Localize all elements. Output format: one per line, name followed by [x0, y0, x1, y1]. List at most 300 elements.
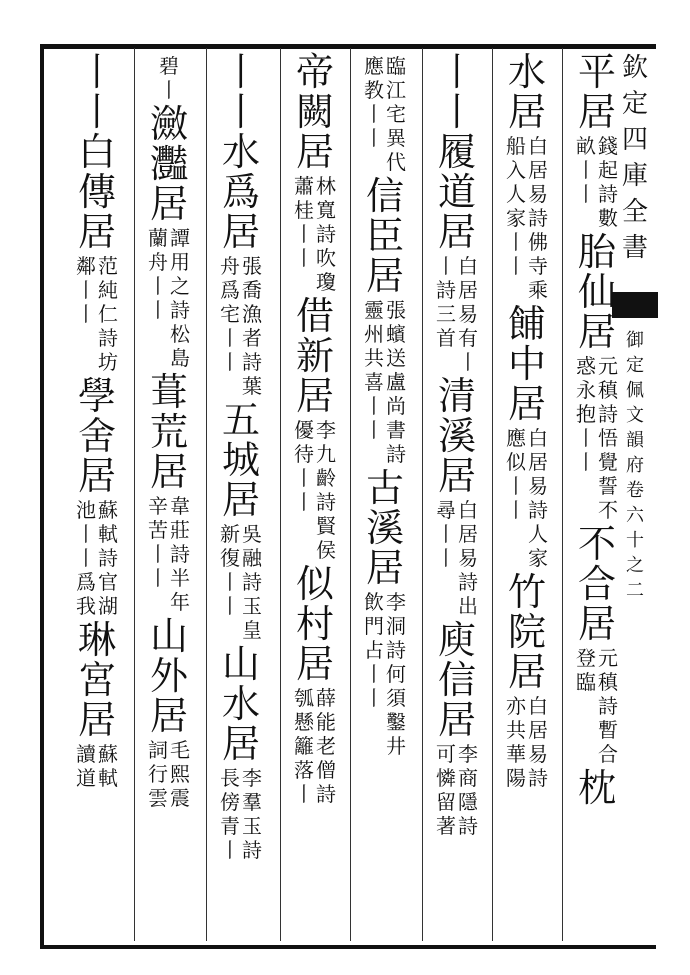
headword-char: 居	[365, 546, 404, 590]
annotation-char: 丨	[364, 394, 384, 418]
annotation-char: 詩	[598, 402, 618, 426]
headword-char: 丨	[221, 90, 260, 134]
headword	[286, 564, 344, 684]
annotation-line	[242, 522, 262, 642]
headword	[68, 52, 126, 132]
annotation-char: 白	[528, 694, 548, 718]
annotation-char: 丨	[294, 466, 314, 490]
annotation-char: 落	[294, 758, 314, 782]
annotation-char: 隱	[458, 790, 478, 814]
annotation-char: 詩	[98, 326, 118, 350]
annotation-char: 詩	[170, 298, 190, 322]
annotation-char: 元	[598, 646, 618, 670]
headword-char: 丨	[437, 90, 476, 134]
annotation-char: 軾	[98, 766, 118, 790]
annotation-char: 白	[528, 134, 548, 158]
annotation-line	[576, 354, 596, 522]
headword-char: 居	[507, 382, 546, 426]
headword	[428, 376, 486, 496]
headword-char: 居	[77, 454, 116, 498]
annotation-char: 井	[386, 734, 406, 758]
annotation-char: 人	[528, 522, 548, 546]
annotation-char: 籬	[294, 734, 314, 758]
annotation-char: 何	[386, 662, 406, 686]
annotation-char: 異	[386, 126, 406, 150]
annotation-char: 待	[294, 442, 314, 466]
annotation-char: 鄰	[76, 254, 96, 278]
annotation-char: 居	[528, 450, 548, 474]
headword-char: 平	[577, 50, 616, 94]
headword	[286, 52, 344, 172]
annotation-char: 白	[458, 498, 478, 522]
headword-char: 胎	[577, 230, 616, 274]
annotation	[498, 694, 556, 790]
annotation-char: 仁	[98, 302, 118, 326]
headword-char: 水	[221, 682, 260, 726]
headword-char: 居	[437, 698, 476, 742]
annotation-char: 丨	[364, 102, 384, 126]
headword	[140, 372, 198, 492]
annotation-char: 丨	[148, 566, 168, 590]
annotation-char: 丨	[436, 546, 456, 570]
annotation-line	[148, 738, 168, 810]
headword	[498, 52, 556, 132]
headword-char: 傳	[77, 170, 116, 214]
annotation-char: 舟	[148, 250, 168, 274]
annotation-line	[364, 298, 384, 466]
annotation-char: 老	[316, 734, 336, 758]
annotation-char: 丨	[364, 126, 384, 150]
annotation-char: 新	[220, 522, 240, 546]
headword	[286, 296, 344, 416]
headword	[356, 176, 414, 296]
headword-char: 瀲	[149, 102, 188, 146]
annotation-line	[170, 226, 190, 370]
annotation-char: 半	[170, 566, 190, 590]
annotation-char: 碧	[159, 54, 179, 78]
headword-char: 葺	[149, 370, 188, 414]
annotation-char: 蕭	[294, 174, 314, 198]
annotation	[140, 494, 198, 614]
annotation-char: 融	[242, 546, 262, 570]
annotation-char: 丨	[364, 418, 384, 442]
annotation	[68, 498, 126, 618]
annotation-char: 易	[528, 742, 548, 766]
annotation-char: 松	[170, 322, 190, 346]
annotation-char: 詩	[386, 442, 406, 466]
annotation-char: 張	[242, 254, 262, 278]
annotation-line	[170, 738, 190, 810]
annotation-char: 居	[528, 158, 548, 182]
annotation-char: 家	[528, 546, 548, 570]
annotation-char: 州	[364, 322, 384, 346]
annotation-char: 玉	[242, 594, 262, 618]
annotation-char: 詩	[242, 838, 262, 862]
annotation-char: 丨	[294, 490, 314, 514]
annotation-char: 李	[242, 766, 262, 790]
annotation-char: 懸	[294, 710, 314, 734]
annotation-line	[316, 686, 336, 806]
headword	[356, 468, 414, 588]
annotation-char: 者	[242, 326, 262, 350]
headword-char: 居	[221, 478, 260, 522]
annotation-char: 吹	[316, 246, 336, 270]
annotation-char: 爲	[76, 570, 96, 594]
annotation-char: 送	[386, 346, 406, 370]
annotation-char: 用	[170, 250, 190, 274]
annotation-char: 共	[364, 346, 384, 370]
annotation-char: 皇	[242, 618, 262, 642]
section-char: 二	[626, 580, 644, 601]
headword-char: 居	[577, 310, 616, 354]
headword-char: 仙	[577, 270, 616, 314]
annotation-char: 佛	[528, 230, 548, 254]
annotation-char: 官	[98, 570, 118, 594]
annotation-char: 丨	[220, 570, 240, 594]
annotation-char: 詩	[598, 694, 618, 718]
annotation-char: 青	[220, 814, 240, 838]
headword-char: 居	[221, 210, 260, 254]
annotation-char: 丨	[576, 450, 596, 474]
headword	[212, 644, 270, 764]
annotation-char: 丨	[76, 546, 96, 570]
annotation-char: 丨	[506, 254, 526, 278]
headword-char: 丨	[77, 90, 116, 134]
headword	[212, 52, 270, 132]
annotation-line	[528, 426, 548, 570]
annotation-char: 舟	[220, 254, 240, 278]
headword-char: 白	[77, 130, 116, 174]
headword	[212, 132, 270, 252]
annotation-char: 尚	[386, 394, 406, 418]
annotation-char: 張	[386, 298, 406, 322]
annotation-char: 盧	[386, 370, 406, 394]
column-rule	[350, 48, 351, 941]
annotation-char: 丨	[576, 182, 596, 206]
headword-char: 城	[221, 438, 260, 482]
annotation-char: 瓠	[294, 686, 314, 710]
annotation-char: 臨	[386, 54, 406, 78]
annotation-char: 不	[598, 498, 618, 522]
annotation-char: 軾	[98, 522, 118, 546]
annotation-char: 易	[528, 182, 548, 206]
headword-char: 丨	[221, 50, 260, 94]
annotation-line	[98, 254, 118, 374]
annotation-line	[294, 686, 314, 806]
annotation-line	[598, 354, 618, 522]
annotation	[286, 686, 344, 806]
headword-char: 闕	[295, 90, 334, 134]
annotation-char: 蘭	[148, 226, 168, 250]
headword-char: 居	[437, 210, 476, 254]
annotation-char: 詩	[458, 570, 478, 594]
annotation	[212, 522, 270, 642]
annotation-line	[598, 134, 618, 230]
annotation-char: 復	[220, 546, 240, 570]
annotation-char: 詩	[316, 490, 336, 514]
annotation-char: 暫	[598, 718, 618, 742]
annotation-char: 丨	[76, 522, 96, 546]
headword	[498, 572, 556, 692]
annotation-char: 丨	[148, 298, 168, 322]
annotation-char: 蘇	[98, 498, 118, 522]
headword-char: 新	[295, 334, 334, 378]
column-rule	[562, 48, 563, 941]
annotation	[356, 298, 414, 466]
annotation-char: 詩	[242, 350, 262, 374]
section-char: 府	[626, 455, 644, 476]
annotation-char: 湖	[98, 594, 118, 618]
annotation-char: 丨	[294, 222, 314, 246]
annotation	[68, 742, 126, 790]
annotation-char: 我	[76, 594, 96, 618]
annotation-char: 須	[386, 686, 406, 710]
annotation-char: 數	[598, 206, 618, 230]
annotation-char: 代	[386, 150, 406, 174]
annotation-char: 坊	[98, 350, 118, 374]
column-rule	[492, 48, 493, 941]
annotation-char: 傍	[220, 790, 240, 814]
annotation-char: 華	[506, 742, 526, 766]
annotation-char: 純	[98, 278, 118, 302]
annotation-line	[220, 522, 240, 642]
annotation-char: 似	[506, 450, 526, 474]
section-char: 六	[626, 505, 644, 526]
annotation-line	[506, 426, 526, 570]
annotation-char: 丨	[364, 686, 384, 710]
annotation-char: 譚	[170, 226, 190, 250]
annotation-char: 陽	[506, 766, 526, 790]
headword-char: 村	[295, 602, 334, 646]
annotation-char: 侯	[316, 538, 336, 562]
headword-char: 荒	[149, 410, 188, 454]
annotation-char: 丨	[220, 350, 240, 374]
annotation-char: 優	[294, 418, 314, 442]
headword-char: 居	[507, 650, 546, 694]
headword-char: 清	[437, 374, 476, 418]
annotation-char: 丨	[576, 426, 596, 450]
headword-char: 餔	[507, 302, 546, 346]
annotation-char: 出	[458, 594, 478, 618]
text-column	[68, 52, 126, 932]
annotation-char: 合	[598, 742, 618, 766]
section-char: 佩	[626, 380, 644, 401]
annotation-char: 覺	[598, 450, 618, 474]
annotation-char: 池	[76, 498, 96, 522]
annotation-char: 熙	[170, 762, 190, 786]
annotation	[212, 766, 270, 862]
text-column	[428, 52, 486, 932]
annotation-char: 占	[364, 638, 384, 662]
annotation-char: 詩	[242, 570, 262, 594]
annotation-char: 道	[76, 766, 96, 790]
annotation-char: 葉	[242, 374, 262, 398]
section-char: 御	[626, 330, 644, 351]
headword-char: 琳	[77, 618, 116, 662]
text-column	[140, 52, 198, 932]
annotation-char: 宅	[220, 302, 240, 326]
annotation-char: 丨	[364, 662, 384, 686]
headword-char: 學	[77, 374, 116, 418]
annotation-char: 行	[148, 762, 168, 786]
annotation-char: 首	[436, 326, 456, 350]
annotation-char: 詩	[170, 542, 190, 566]
headword	[498, 304, 556, 424]
annotation-char: 詞	[148, 738, 168, 762]
annotation-char: 毛	[170, 738, 190, 762]
headword	[68, 132, 126, 252]
annotation-line	[148, 226, 168, 370]
section-char: 十	[626, 530, 644, 551]
annotation-char: 宅	[386, 102, 406, 126]
headword-char: 丨	[437, 50, 476, 94]
annotation-char: 永	[576, 378, 596, 402]
annotation	[428, 742, 486, 838]
annotation-char: 薛	[316, 686, 336, 710]
annotation-char: 丨	[506, 498, 526, 522]
annotation-line	[316, 174, 336, 294]
headword	[140, 104, 198, 224]
annotation-char: 林	[316, 174, 336, 198]
section-char: 文	[626, 405, 644, 426]
headword-char: 帝	[295, 50, 334, 94]
headword-char: 居	[149, 694, 188, 738]
headword-char: 竹	[507, 570, 546, 614]
annotation-line	[458, 254, 478, 374]
annotation	[286, 418, 344, 562]
annotation-char: 丨	[294, 246, 314, 270]
headword-char: 似	[295, 562, 334, 606]
annotation-char: 爲	[220, 278, 240, 302]
headword-char: 宮	[77, 658, 116, 702]
annotation-char: 丨	[220, 594, 240, 618]
annotation-char: 能	[316, 710, 336, 734]
annotation-char: 丨	[148, 274, 168, 298]
annotation-char: 瓊	[316, 270, 336, 294]
annotation	[568, 354, 626, 522]
headword-char: 居	[577, 90, 616, 134]
annotation-char: 齡	[316, 466, 336, 490]
annotation-line	[364, 54, 384, 174]
annotation-char: 丨	[458, 350, 478, 374]
annotation-char: 抱	[576, 402, 596, 426]
headword	[428, 620, 486, 740]
headword-char: 居	[365, 254, 404, 298]
annotation-line	[98, 742, 118, 790]
annotation-char: 詩	[598, 182, 618, 206]
annotation	[212, 254, 270, 398]
annotation-char: 李	[458, 742, 478, 766]
title-char: 全	[621, 197, 648, 227]
annotation-char: 居	[528, 718, 548, 742]
annotation-char: 漁	[242, 302, 262, 326]
annotation-char: 年	[170, 590, 190, 614]
column-rule	[206, 48, 207, 941]
annotation-line	[364, 590, 384, 758]
section-char: 之	[626, 555, 644, 576]
headword-char: 山	[149, 614, 188, 658]
annotation-line	[242, 766, 262, 862]
annotation-char: 丨	[436, 254, 456, 278]
annotation	[356, 590, 414, 758]
annotation-char: 桂	[294, 198, 314, 222]
annotation-line	[576, 134, 596, 230]
annotation-char: 丨	[220, 838, 240, 862]
annotation-char: 賢	[316, 514, 336, 538]
annotation-char: 李	[386, 590, 406, 614]
annotation-line	[98, 498, 118, 618]
annotation-char: 羣	[242, 790, 262, 814]
headword-char: 臣	[365, 214, 404, 258]
annotation-char: 起	[598, 158, 618, 182]
annotation-line	[148, 494, 168, 614]
annotation-char: 飲	[364, 590, 384, 614]
annotation-char: 門	[364, 614, 384, 638]
headword-char: 居	[77, 210, 116, 254]
annotation-char: 誓	[598, 474, 618, 498]
annotation-line	[294, 174, 314, 294]
annotation-line	[76, 498, 96, 618]
annotation-char: 江	[386, 78, 406, 102]
annotation-char: 丨	[76, 278, 96, 302]
annotation-char: 居	[458, 278, 478, 302]
annotation-char: 稹	[598, 378, 618, 402]
annotation-char: 可	[436, 742, 456, 766]
headword-char: 溪	[437, 414, 476, 458]
annotation	[498, 426, 556, 570]
annotation-char: 白	[458, 254, 478, 278]
annotation-char: 留	[436, 790, 456, 814]
headword-char: 爲	[221, 170, 260, 214]
section-char: 卷	[626, 480, 644, 501]
title-char: 定	[621, 89, 648, 119]
annotation-char: 玉	[242, 814, 262, 838]
annotation-char: 蠙	[386, 322, 406, 346]
headword-char: 五	[221, 398, 260, 442]
headword-char: 不	[577, 522, 616, 566]
annotation-line	[458, 742, 478, 838]
annotation-line	[436, 498, 456, 618]
annotation-char: 韋	[170, 494, 190, 518]
annotation	[356, 54, 414, 174]
headword-char: 居	[577, 602, 616, 646]
headword-char: 灩	[149, 142, 188, 186]
annotation-line	[506, 134, 526, 302]
annotation-char: 惑	[576, 354, 596, 378]
annotation	[568, 646, 626, 766]
annotation-char: 人	[506, 182, 526, 206]
headword-char: 院	[507, 610, 546, 654]
headword-char: 溪	[365, 506, 404, 550]
annotation-char: 辛	[148, 494, 168, 518]
annotation-char: 丨	[506, 230, 526, 254]
annotation-line	[386, 590, 406, 758]
annotation-line	[528, 134, 548, 302]
headword-char: 信	[437, 658, 476, 702]
annotation-char: 丨	[294, 782, 314, 806]
annotation-char: 白	[528, 426, 548, 450]
headword	[140, 616, 198, 736]
title-char: 四	[621, 125, 648, 155]
section-char: 韻	[626, 430, 644, 451]
annotation-char: 丨	[76, 302, 96, 326]
annotation-char: 書	[386, 418, 406, 442]
headword-char: 借	[295, 294, 334, 338]
headword-char: 水	[221, 130, 260, 174]
annotation-char: 亦	[506, 694, 526, 718]
annotation-char: 家	[506, 206, 526, 230]
annotation-char: 應	[364, 54, 384, 78]
